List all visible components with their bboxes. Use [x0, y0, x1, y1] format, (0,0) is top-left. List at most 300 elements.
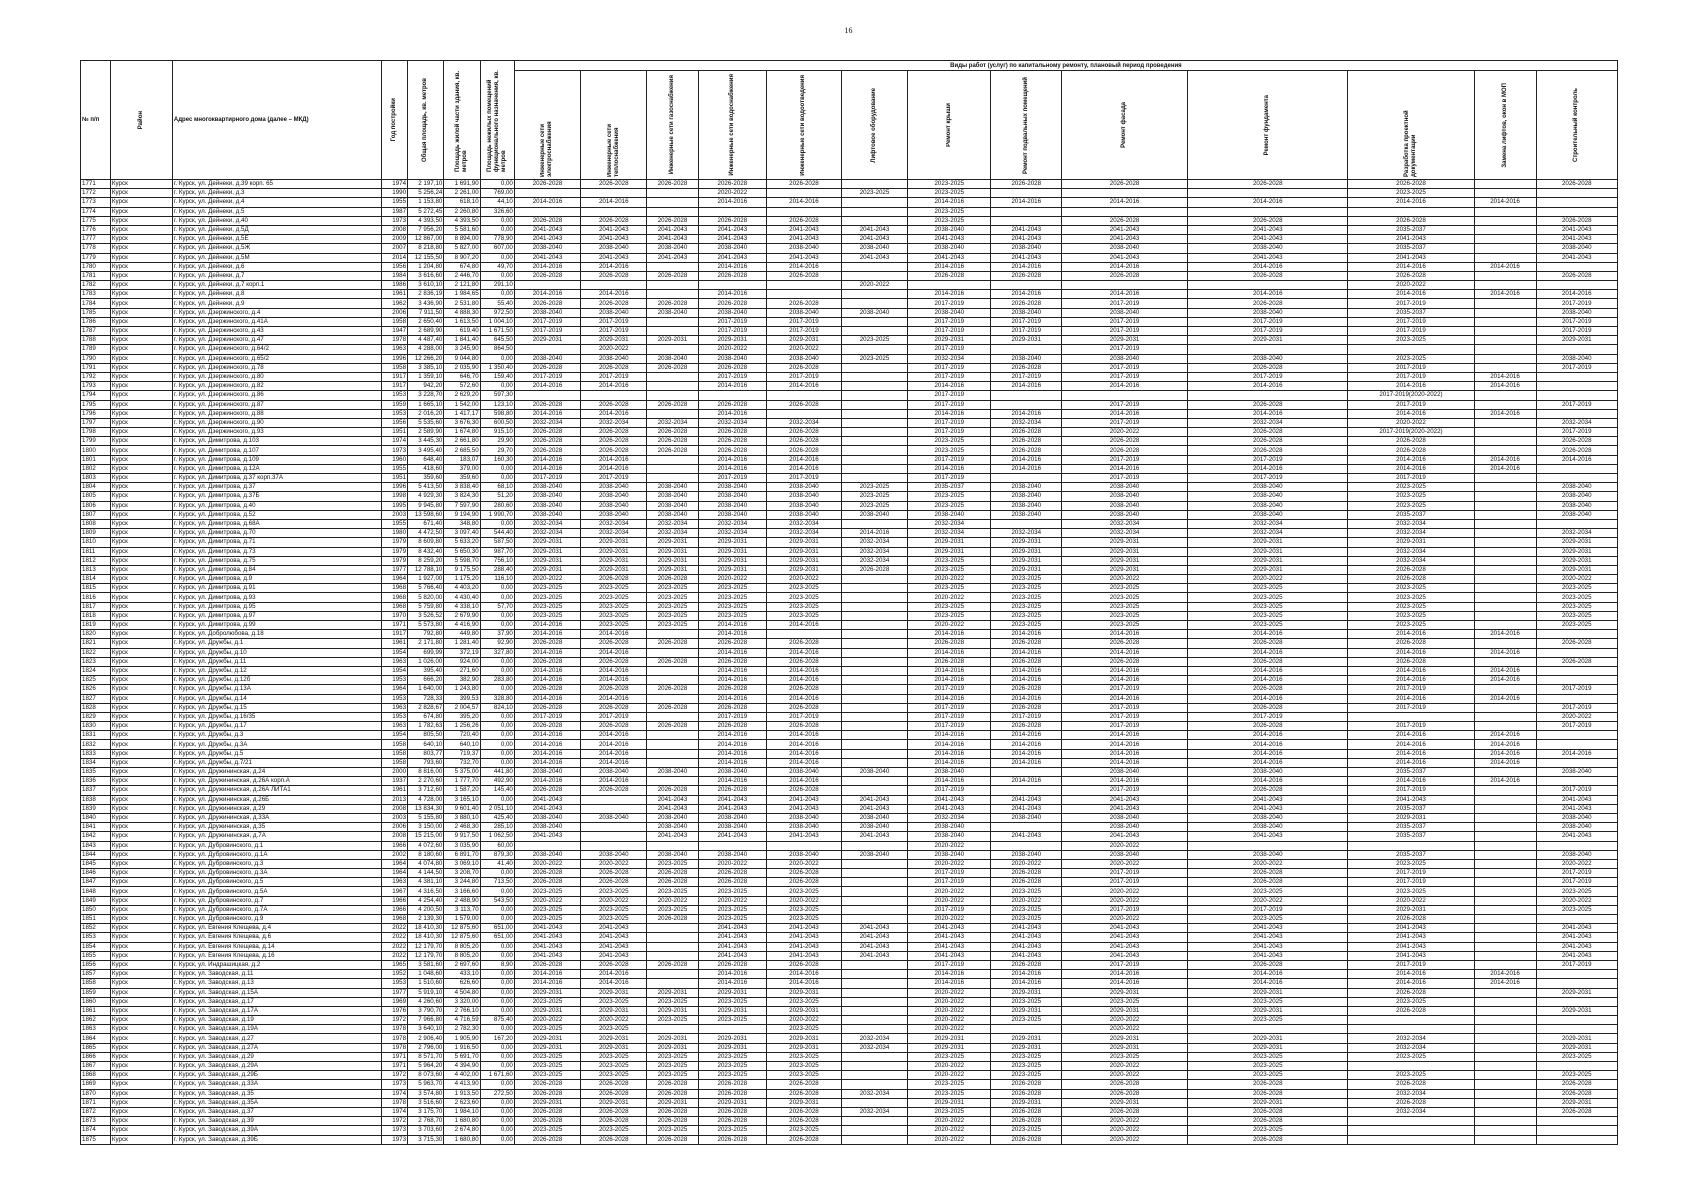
- cell-work-period: 2023-2025: [767, 611, 842, 620]
- cell-total-area: 5 155,80: [408, 813, 444, 822]
- cell-work-period: 2029-2031: [514, 988, 580, 997]
- cell-work-period: [841, 262, 907, 271]
- cell-work-period: 2038-2040: [1062, 510, 1188, 519]
- cell-work-period: 2026-2028: [581, 363, 647, 372]
- cell-work-period: 2026-2028: [1348, 565, 1474, 574]
- cell-work-period: 2026-2028: [1062, 639, 1188, 648]
- cell-work-period: 2014-2016: [1474, 290, 1536, 299]
- cell-work-period: 2014-2016: [514, 749, 580, 758]
- cell-work-period: 2026-2028: [991, 878, 1062, 887]
- cell-year-built: 2008: [382, 832, 408, 841]
- cell-work-period: 2023-2025: [1348, 859, 1474, 868]
- cell-work-period: 2029-2031: [767, 1034, 842, 1043]
- table-row: [81, 418, 1618, 427]
- cell-work-period: 2029-2031: [514, 1006, 580, 1015]
- cell-work-period: [1474, 281, 1536, 290]
- cell-address: г. Курск, ул. Заводская, д.11: [172, 970, 381, 979]
- cell-work-period: 2041-2043: [841, 795, 907, 804]
- table-row: [81, 575, 1618, 584]
- cell-work-period: [991, 207, 1062, 216]
- cell-living-area: 619,40: [444, 327, 480, 336]
- cell-district: Курск: [110, 1016, 172, 1025]
- cell-nonresidential-area: 778,90: [480, 235, 514, 244]
- cell-work-period: 2026-2028: [514, 1089, 580, 1098]
- cell-work-period: 2029-2031: [1536, 538, 1617, 547]
- cell-work-period: 2014-2016: [1188, 758, 1348, 767]
- cell-nonresidential-area: 44,10: [480, 198, 514, 207]
- cell-work-period: 2020-2022: [1062, 1071, 1188, 1080]
- cell-work-period: 2014-2016: [1348, 409, 1474, 418]
- cell-district: Курск: [110, 382, 172, 391]
- cell-district: Курск: [110, 657, 172, 666]
- cell-work-period: 2023-2025: [698, 887, 766, 896]
- cell-work-period: 2014-2016: [1474, 409, 1536, 418]
- cell-address: г. Курск, ул. Дубровинского, д.5: [172, 878, 381, 887]
- cell-work-period: 2017-2019: [1062, 400, 1188, 409]
- cell-work-period: [841, 960, 907, 969]
- cell-work-period: [1474, 1052, 1536, 1061]
- cell-work-period: 2017-2019: [1348, 722, 1474, 731]
- cell-work-period: 2014-2016: [1062, 970, 1188, 979]
- cell-row-number: 1778: [81, 244, 111, 253]
- cell-work-period: [647, 630, 698, 639]
- cell-work-period: 2023-2025: [767, 593, 842, 602]
- cell-work-period: 2026-2028: [581, 703, 647, 712]
- cell-total-area: 2 650,40: [408, 317, 444, 326]
- cell-work-period: 2017-2019: [908, 722, 991, 731]
- table-row: [81, 703, 1618, 712]
- cell-total-area: 18 410,30: [408, 933, 444, 942]
- cell-work-period: 2023-2025: [1062, 602, 1188, 611]
- cell-work-period: 2014-2016: [1062, 694, 1188, 703]
- cell-work-period: 2038-2040: [1536, 813, 1617, 822]
- cell-living-area: 8 894,00: [444, 235, 480, 244]
- cell-work-period: 2029-2031: [767, 988, 842, 997]
- cell-work-period: 2014-2016: [908, 630, 991, 639]
- cell-work-period: 2029-2031: [698, 556, 766, 565]
- cell-work-period: 2038-2040: [1062, 308, 1188, 317]
- cell-total-area: 4 072,60: [408, 841, 444, 850]
- cell-living-area: 372,19: [444, 648, 480, 657]
- cell-nonresidential-area: 0,00: [480, 942, 514, 951]
- cell-row-number: 1874: [81, 1126, 111, 1135]
- cell-district: Курск: [110, 428, 172, 437]
- cell-work-period: 2014-2016: [1188, 198, 1348, 207]
- cell-work-period: 2038-2040: [767, 354, 842, 363]
- cell-work-period: 2026-2028: [1188, 685, 1348, 694]
- cell-address: г. Курск, ул. Дружининская, д.26А ЛИТА1: [172, 786, 381, 795]
- cell-work-period: 2026-2028: [514, 960, 580, 969]
- cell-address: г. Курск, ул. Дружбы, д.5: [172, 749, 381, 758]
- cell-work-period: [1474, 915, 1536, 924]
- cell-year-built: 2003: [382, 813, 408, 822]
- cell-work-period: [1188, 1025, 1348, 1034]
- cell-work-period: 2026-2028: [698, 271, 766, 280]
- cell-total-area: 12 179,70: [408, 951, 444, 960]
- cell-address: г. Курск, ул. Заводская, д.27А: [172, 1043, 381, 1052]
- cell-work-period: 2032-2034: [1188, 519, 1348, 528]
- cell-nonresidential-area: 0,00: [480, 970, 514, 979]
- cell-work-period: 2020-2022: [514, 1016, 580, 1025]
- cell-living-area: 4 393,50: [444, 216, 480, 225]
- cell-district: Курск: [110, 639, 172, 648]
- cell-work-period: [841, 786, 907, 795]
- cell-address: г. Курск, ул. Дубровинского, д.5А: [172, 887, 381, 896]
- table-row: [81, 630, 1618, 639]
- cell-work-period: 2026-2028: [581, 271, 647, 280]
- cell-work-period: 2026-2028: [991, 869, 1062, 878]
- cell-year-built: 1964: [382, 859, 408, 868]
- table-row: [81, 519, 1618, 528]
- cell-work-period: 2014-2016: [698, 777, 766, 786]
- cell-district: Курск: [110, 418, 172, 427]
- cell-work-period: [647, 694, 698, 703]
- cell-district: Курск: [110, 510, 172, 519]
- cell-work-period: [991, 474, 1062, 483]
- cell-work-period: 2023-2025: [514, 1071, 580, 1080]
- cell-work-period: 2023-2025: [647, 1126, 698, 1135]
- cell-row-number: 1797: [81, 418, 111, 427]
- cell-work-period: 2014-2016: [908, 749, 991, 758]
- cell-work-period: 2014-2016: [581, 630, 647, 639]
- cell-work-period: 2026-2028: [581, 216, 647, 225]
- cell-living-area: 12 875,60: [444, 933, 480, 942]
- cell-work-period: 2023-2025: [514, 1062, 580, 1071]
- table-body: [81, 180, 1618, 1145]
- cell-work-period: [1474, 593, 1536, 602]
- cell-district: Курск: [110, 1071, 172, 1080]
- cell-work-period: [1474, 584, 1536, 593]
- cell-work-period: 2041-2043: [1188, 832, 1348, 841]
- cell-work-period: 2014-2016: [908, 676, 991, 685]
- cell-work-period: 2026-2028: [767, 446, 842, 455]
- cell-work-period: 2038-2040: [1062, 501, 1188, 510]
- cell-work-period: 2020-2022: [1062, 1126, 1188, 1135]
- cell-work-period: 2029-2031: [514, 547, 580, 556]
- table-row: [81, 685, 1618, 694]
- cell-district: Курск: [110, 722, 172, 731]
- cell-year-built: 1937: [382, 777, 408, 786]
- cell-work-period: [647, 1025, 698, 1034]
- cell-address: г. Курск, ул. Дубровинского, д.3А: [172, 869, 381, 878]
- cell-work-period: 2023-2025: [514, 611, 580, 620]
- cell-work-period: 2017-2019: [908, 703, 991, 712]
- cell-address: г. Курск, ул. Заводская, д.15А: [172, 988, 381, 997]
- cell-work-period: 2023-2025: [908, 492, 991, 501]
- cell-nonresidential-area: 544,40: [480, 529, 514, 538]
- cell-work-period: 2014-2016: [1062, 630, 1188, 639]
- cell-year-built: 1952: [382, 970, 408, 979]
- cell-work-period: [1536, 207, 1617, 216]
- cell-work-period: [1348, 712, 1474, 721]
- cell-work-period: 2041-2043: [698, 924, 766, 933]
- cell-work-period: 2020-2022: [908, 887, 991, 896]
- cell-work-period: 2041-2043: [1062, 253, 1188, 262]
- cell-living-area: 2 766,10: [444, 1006, 480, 1015]
- cell-work-period: 2041-2043: [1536, 225, 1617, 234]
- cell-work-period: 2038-2040: [767, 813, 842, 822]
- cell-work-period: [1474, 271, 1536, 280]
- cell-work-period: 2023-2025: [991, 611, 1062, 620]
- cell-address: г. Курск, ул. Дейнеки, д.8: [172, 290, 381, 299]
- cell-address: г. Курск, ул. Дружининская, д.7А: [172, 832, 381, 841]
- cell-row-number: 1841: [81, 823, 111, 832]
- cell-work-period: 2038-2040: [514, 823, 580, 832]
- cell-work-period: 2023-2025: [581, 887, 647, 896]
- cell-work-period: [841, 446, 907, 455]
- cell-work-period: 2041-2043: [1536, 951, 1617, 960]
- cell-work-period: 2026-2028: [698, 1135, 766, 1144]
- cell-work-period: [1348, 1062, 1474, 1071]
- cell-work-period: 2038-2040: [698, 501, 766, 510]
- cell-address: г. Курск, ул. Евгения Клещева, д.14: [172, 942, 381, 951]
- cell-work-period: 2014-2016: [514, 648, 580, 657]
- cell-work-period: 2026-2028: [698, 639, 766, 648]
- cell-work-period: 2038-2040: [581, 501, 647, 510]
- cell-work-period: 2017-2019: [991, 317, 1062, 326]
- cell-work-period: 2023-2025: [908, 446, 991, 455]
- cell-nonresidential-area: 597,30: [480, 391, 514, 400]
- cell-living-area: 6 891,70: [444, 850, 480, 859]
- cell-work-period: 2041-2043: [841, 951, 907, 960]
- cell-work-period: 2029-2031: [1188, 547, 1348, 556]
- cell-work-period: 2041-2043: [841, 804, 907, 813]
- cell-work-period: [647, 409, 698, 418]
- cell-living-area: 2 661,80: [444, 437, 480, 446]
- cell-work-period: 2041-2043: [991, 933, 1062, 942]
- cell-work-period: 2023-2025: [1348, 1071, 1474, 1080]
- cell-address: г. Курск, ул. Дейнеки, д.9: [172, 299, 381, 308]
- cell-work-period: 2023-2025: [841, 336, 907, 345]
- cell-living-area: 646,70: [444, 372, 480, 381]
- cell-year-built: 1978: [382, 1034, 408, 1043]
- cell-work-period: 2023-2025: [1536, 1071, 1617, 1080]
- cell-district: Курск: [110, 777, 172, 786]
- cell-address: г. Курск, ул. Дзержинского, д.86: [172, 391, 381, 400]
- cell-work-period: 2023-2025: [1188, 887, 1348, 896]
- cell-address: г. Курск, ул. Заводская, д.33А: [172, 1080, 381, 1089]
- cell-work-period: [581, 189, 647, 198]
- cell-work-period: [647, 262, 698, 271]
- cell-living-area: 2 261,00: [444, 189, 480, 198]
- cell-work-period: 2014-2016: [581, 666, 647, 675]
- cell-work-period: 2026-2028: [647, 575, 698, 584]
- cell-nonresidential-area: 0,00: [480, 758, 514, 767]
- cell-nonresidential-area: 285,10: [480, 823, 514, 832]
- cell-nonresidential-area: 425,40: [480, 813, 514, 822]
- cell-work-period: 2029-2031: [1536, 1098, 1617, 1107]
- cell-work-period: 2026-2028: [1188, 703, 1348, 712]
- cell-work-period: 2041-2043: [647, 795, 698, 804]
- cell-work-period: 2014-2016: [767, 382, 842, 391]
- cell-work-period: 2038-2040: [514, 768, 580, 777]
- cell-work-period: [841, 611, 907, 620]
- cell-living-area: 4 413,90: [444, 1080, 480, 1089]
- table-row: [81, 970, 1618, 979]
- cell-row-number: 1791: [81, 363, 111, 372]
- header-work-type: Ремонт крыши: [908, 71, 991, 180]
- cell-work-period: [1474, 308, 1536, 317]
- cell-work-period: [767, 281, 842, 290]
- cell-row-number: 1798: [81, 428, 111, 437]
- cell-year-built: 1974: [382, 180, 408, 189]
- cell-work-period: [1188, 841, 1348, 850]
- cell-district: Курск: [110, 611, 172, 620]
- cell-row-number: 1860: [81, 997, 111, 1006]
- cell-address: г. Курск, ул. Дружбы, д.3А: [172, 740, 381, 749]
- cell-work-period: [841, 1062, 907, 1071]
- cell-work-period: [647, 281, 698, 290]
- cell-work-period: [581, 795, 647, 804]
- cell-work-period: 2014-2016: [1188, 464, 1348, 473]
- header-district: Район: [110, 61, 172, 180]
- cell-work-period: [1474, 768, 1536, 777]
- cell-total-area: 3 640,10: [408, 1025, 444, 1034]
- cell-year-built: 1974: [382, 1089, 408, 1098]
- cell-row-number: 1832: [81, 740, 111, 749]
- cell-living-area: 3 838,40: [444, 483, 480, 492]
- cell-work-period: 2023-2025: [1188, 1016, 1348, 1025]
- cell-address: г. Курск, ул. Дейнеки, д.7: [172, 271, 381, 280]
- cell-work-period: 2026-2028: [647, 1107, 698, 1116]
- cell-work-period: [1536, 694, 1617, 703]
- cell-work-period: 2017-2019: [767, 712, 842, 721]
- cell-work-period: 2038-2040: [647, 244, 698, 253]
- cell-work-period: 2014-2016: [1348, 749, 1474, 758]
- cell-total-area: 3 790,70: [408, 1006, 444, 1015]
- cell-work-period: 2026-2028: [647, 299, 698, 308]
- cell-work-period: [841, 648, 907, 657]
- cell-work-period: 2014-2016: [908, 970, 991, 979]
- cell-work-period: 2014-2016: [1348, 666, 1474, 675]
- cell-work-period: 2014-2016: [514, 290, 580, 299]
- cell-work-period: [1474, 253, 1536, 262]
- cell-work-period: 2038-2040: [581, 813, 647, 822]
- cell-row-number: 1863: [81, 1025, 111, 1034]
- cell-living-area: 4 888,30: [444, 308, 480, 317]
- cell-work-period: [1536, 841, 1617, 850]
- cell-work-period: 2026-2028: [647, 685, 698, 694]
- table-row: [81, 400, 1618, 409]
- cell-year-built: 1953: [382, 979, 408, 988]
- cell-work-period: [581, 281, 647, 290]
- cell-work-period: 2014-2016: [908, 464, 991, 473]
- cell-work-period: 2017-2019: [1062, 317, 1188, 326]
- cell-year-built: 1980: [382, 529, 408, 538]
- cell-year-built: 1966: [382, 905, 408, 914]
- cell-work-period: 2023-2025: [581, 602, 647, 611]
- cell-work-period: 2029-2031: [1062, 1098, 1188, 1107]
- cell-nonresidential-area: 0,00: [480, 464, 514, 473]
- cell-work-period: 2041-2043: [767, 942, 842, 951]
- cell-address: г. Курск, ул. Заводская, д.35: [172, 1089, 381, 1098]
- cell-work-period: 2026-2028: [698, 428, 766, 437]
- cell-work-period: 2038-2040: [1188, 768, 1348, 777]
- cell-work-period: 2041-2043: [767, 933, 842, 942]
- cell-work-period: 2023-2025: [1348, 501, 1474, 510]
- cell-work-period: 2017-2019: [581, 327, 647, 336]
- cell-total-area: 3 445,30: [408, 437, 444, 446]
- cell-work-period: 2026-2028: [514, 299, 580, 308]
- cell-address: г. Курск, ул. Заводская, д.39Б: [172, 1135, 381, 1144]
- cell-address: г. Курск, ул. Дружининская, д.29: [172, 804, 381, 813]
- cell-work-period: 2026-2028: [1188, 446, 1348, 455]
- cell-work-period: [841, 731, 907, 740]
- cell-work-period: [841, 418, 907, 427]
- cell-total-area: 2 768,70: [408, 1117, 444, 1126]
- cell-year-built: 1973: [382, 446, 408, 455]
- cell-work-period: 2014-2016: [991, 694, 1062, 703]
- cell-work-period: [1536, 777, 1617, 786]
- cell-work-period: 2014-2016: [514, 630, 580, 639]
- cell-work-period: 2014-2016: [1062, 666, 1188, 675]
- cell-nonresidential-area: 0,00: [480, 1107, 514, 1116]
- cell-living-area: 1 680,80: [444, 1135, 480, 1144]
- cell-work-period: 2026-2028: [647, 722, 698, 731]
- cell-work-period: 2014-2016: [698, 970, 766, 979]
- cell-work-period: 2026-2028: [514, 437, 580, 446]
- cell-work-period: 2026-2028: [647, 703, 698, 712]
- cell-work-period: 2032-2034: [841, 1107, 907, 1116]
- cell-work-period: 2017-2019: [514, 712, 580, 721]
- cell-work-period: [841, 896, 907, 905]
- cell-work-period: 2026-2028: [1536, 446, 1617, 455]
- cell-district: Курск: [110, 556, 172, 565]
- cell-work-period: 2041-2043: [514, 951, 580, 960]
- cell-work-period: 2029-2031: [1188, 988, 1348, 997]
- cell-work-period: 2041-2043: [991, 924, 1062, 933]
- cell-work-period: 2017-2019: [1062, 878, 1188, 887]
- cell-address: г. Курск, ул. Заводская, д.29: [172, 1052, 381, 1061]
- table-row: [81, 1043, 1618, 1052]
- cell-district: Курск: [110, 621, 172, 630]
- cell-work-period: 2023-2025: [647, 859, 698, 868]
- cell-work-period: 2032-2034: [1348, 1034, 1474, 1043]
- cell-work-period: 2029-2031: [581, 556, 647, 565]
- cell-work-period: 2023-2025: [698, 1062, 766, 1071]
- cell-work-period: 2041-2043: [991, 942, 1062, 951]
- cell-district: Курск: [110, 290, 172, 299]
- cell-address: г. Курск, ул. Димитрова, д.99: [172, 621, 381, 630]
- cell-total-area: 5 573,80: [408, 621, 444, 630]
- cell-work-period: 2026-2028: [1348, 988, 1474, 997]
- table-row: [81, 823, 1618, 832]
- cell-work-period: 2017-2019: [991, 712, 1062, 721]
- cell-address: г. Курск, ул. Дзержинского, д.87: [172, 400, 381, 409]
- cell-work-period: 2038-2040: [908, 832, 991, 841]
- cell-living-area: 1 905,90: [444, 1034, 480, 1043]
- cell-district: Курск: [110, 602, 172, 611]
- cell-address: г. Курск, ул. Евгения Клещева, д.4: [172, 924, 381, 933]
- cell-work-period: [647, 933, 698, 942]
- cell-work-period: 2026-2028: [767, 1080, 842, 1089]
- cell-work-period: 2014-2016: [1536, 290, 1617, 299]
- cell-work-period: [581, 804, 647, 813]
- cell-work-period: 2026-2028: [908, 271, 991, 280]
- cell-work-period: [1474, 1071, 1536, 1080]
- cell-row-number: 1815: [81, 584, 111, 593]
- cell-district: Курск: [110, 795, 172, 804]
- cell-nonresidential-area: 41,40: [480, 859, 514, 868]
- cell-total-area: 7 966,80: [408, 1016, 444, 1025]
- cell-work-period: [1536, 1117, 1617, 1126]
- cell-living-area: 1 913,50: [444, 1089, 480, 1098]
- cell-work-period: 2014-2016: [581, 979, 647, 988]
- cell-address: г. Курск, ул. Евгения Клещева, д.16: [172, 951, 381, 960]
- cell-work-period: 2041-2043: [1188, 924, 1348, 933]
- table-row: [81, 262, 1618, 271]
- cell-work-period: 2026-2028: [698, 960, 766, 969]
